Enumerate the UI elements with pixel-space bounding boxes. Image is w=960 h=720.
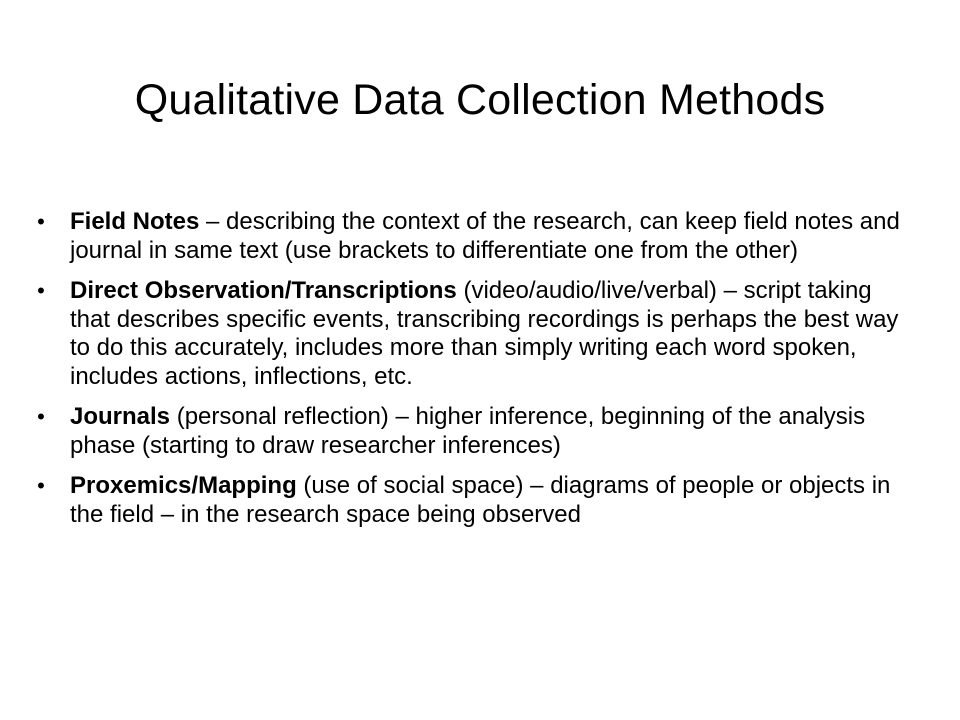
bullet-dot-icon: • xyxy=(37,278,45,303)
bullet-term: Proxemics/Mapping xyxy=(70,472,297,499)
bullet-item-direct-observation xyxy=(32,277,912,391)
bullet-description: (use of social space) – diagrams of people or objects in the field – in the research space being observed xyxy=(70,472,891,528)
bullet-term: Direct Observation/Transcriptions xyxy=(70,277,457,304)
slide-title: Qualitative Data Collection Methods xyxy=(134,76,826,124)
bullet-dot-icon: • xyxy=(37,209,45,234)
bullet-item-proxemics-mapping xyxy=(32,472,912,529)
bullet-description: (video/audio/live/verbal) – script taking that describes specific events, transcribing recordings is perhaps the best way to do this accurately, includes more than simply writing each word spoken, includes actions, inflections, etc. xyxy=(70,277,899,390)
bullet-term: Journals xyxy=(70,403,171,430)
bullet-item-field-notes xyxy=(32,208,912,265)
bullet-item-journals xyxy=(32,403,912,460)
bullet-description: (personal reflection) – higher inference, beginning of the analysis phase (starting to draw researcher inferences) xyxy=(70,403,866,459)
bullet-term: Field Notes xyxy=(70,208,200,235)
bullet-list xyxy=(32,208,912,541)
bullet-dot-icon: • xyxy=(37,404,45,429)
bullet-description: – describing the context of the research, can keep field notes and journal in same text (use brackets to differentiate one from the other) xyxy=(70,208,900,264)
bullet-dot-icon: • xyxy=(37,473,45,498)
